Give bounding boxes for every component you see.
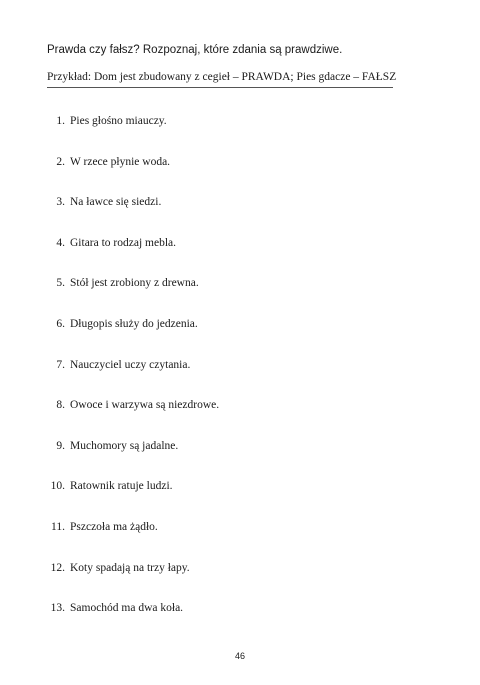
statement-item [0, 478, 420, 494]
statement-number: 5. [56, 277, 65, 289]
statement-item [0, 275, 420, 291]
statement-text: Pszczoła ma żądło. [70, 521, 158, 533]
statement-item [0, 194, 420, 210]
statement-text: Na ławce się siedzi. [70, 196, 162, 208]
statement-item [0, 438, 420, 454]
statement-number: 1. [56, 115, 65, 127]
statement-text: Pies głośno miauczy. [70, 115, 167, 127]
statement-text: Ratownik ratuje ludzi. [70, 480, 173, 492]
statement-text: Długopis służy do jedzenia. [70, 318, 198, 330]
statement-number: 8. [56, 399, 65, 411]
statement-text: Samochód ma dwa koła. [70, 602, 184, 614]
statement-number: 13. [50, 602, 65, 614]
statement-number: 4. [56, 237, 65, 249]
statement-text: Gitara to rodzaj mebla. [70, 237, 177, 249]
statement-item [0, 357, 420, 373]
statement-number: 12. [50, 562, 65, 574]
statement-number: 6. [56, 318, 65, 330]
statement-item [0, 560, 420, 576]
statement-text: Nauczyciel uczy czytania. [70, 359, 191, 371]
statement-text: Koty spadają na trzy łapy. [70, 562, 190, 574]
statement-number: 11. [51, 521, 65, 533]
statement-item [0, 113, 420, 129]
statement-number: 10. [50, 480, 65, 492]
statement-item [0, 316, 420, 332]
statement-text: Owoce i warzywa są niezdrowe. [70, 399, 220, 411]
page-number: 46 [234, 651, 245, 661]
statement-text: Muchomory są jadalne. [70, 440, 179, 452]
statement-number: 7. [56, 359, 65, 371]
statement-number: 9. [56, 440, 65, 452]
statement-text: W rzece płynie woda. [70, 156, 171, 168]
statement-number: 2. [56, 156, 65, 168]
statement-item [0, 154, 420, 170]
statement-number: 3. [56, 196, 65, 208]
statement-item [0, 235, 420, 251]
instruction-text: Prawda czy fałsz? Rozpoznaj, które zdania są prawdziwe. [47, 44, 343, 56]
statement-item [0, 519, 420, 535]
example-line: Przykład: Dom jest zbudowany z cegieł – PRAWDA; Pies gdacze – FAŁSZ [47, 70, 393, 88]
statement-text: Stół jest zrobiony z drewna. [70, 277, 199, 289]
statement-item [0, 600, 420, 616]
statement-item [0, 397, 420, 413]
